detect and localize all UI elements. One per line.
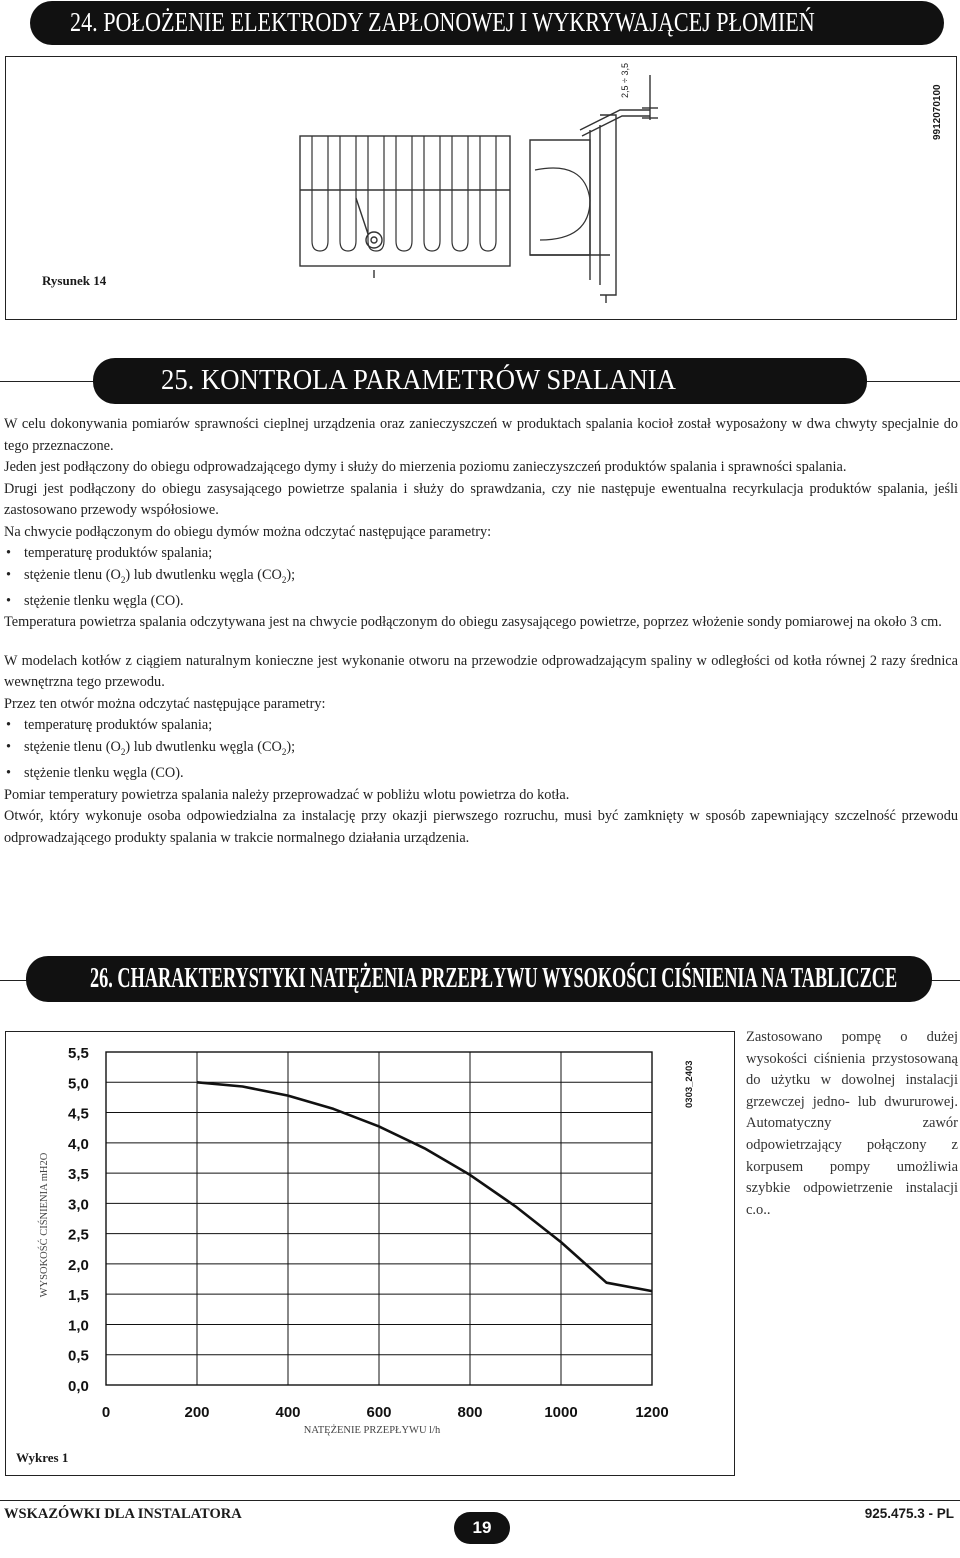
page-number: 19	[454, 1512, 510, 1544]
figure-code: 9912070100	[932, 84, 943, 140]
pump-curve-line	[197, 1082, 652, 1291]
y-tick-label: 2,5	[68, 1226, 89, 1244]
list-item: • temperaturę produktów spalania;	[4, 543, 958, 565]
section-26-title: 26. CHARAKTERYSTYKI NATĘŻENIA PRZEPŁYWU WYSOKOŚCI CIŚNIENIA NA TABLICZCE	[90, 962, 898, 994]
x-tick-label: 1000	[544, 1404, 578, 1421]
footer-rule	[0, 1500, 960, 1501]
y-tick-label: 4,0	[68, 1135, 89, 1153]
chart-code: 0303_2403	[684, 1060, 695, 1108]
footer-left: WSKAZÓWKI DLA INSTALATORA	[4, 1506, 242, 1522]
paragraph: W celu dokonywania pomiarów sprawności cieplnej urządzenia oraz zanieczyszczeń w produktach spalania kocioł został wyposażony w dwa chwyty specjalnie do tego przeznaczone.	[4, 416, 958, 454]
x-tick-label: 200	[184, 1404, 210, 1421]
pump-description: Zastosowano pompę o dużej wysokości ciśnienia przystosowaną do użytku w dowolnej instalacji grzewczej jedno- lub dwururowej. Automatyczny zawór odpowietrzający połączony z korpusem pompy umożliwia szybkie odpowietrzenie instalacji c.o..	[746, 1029, 958, 1218]
paragraph: Otwór, który wykonuje osoba odpowiedzialna za instalację przy okazji pierwszego rozruchu, musi być zamknięty w sposób zapewniający szczelność przewodu odprowadzającego produkty spalania w trakcie normalnego działania urządzenia.	[4, 808, 958, 846]
paragraph: Drugi jest podłączony do obiegu zasysającego powietrze spalania i służy do sprawdzania, czy nie następuje ewentualna recyrkulacja produktów spalania, jeśli zastosowano przewody współosiowe.	[4, 480, 958, 518]
section-24-title: 24. POŁOŻENIE ELEKTRODY ZAPŁONOWEJ I WYKRYWAJĄCEJ PŁOMIEŃ	[70, 7, 815, 37]
y-tick-label: 3,0	[68, 1196, 89, 1214]
paragraph: Jeden jest podłączony do obiegu odprowadzającego dymy i służy do mierzenia poziomu zanieczyszczeń produktów spalania i sprawności spalania.	[4, 459, 847, 475]
y-tick-label: 5,0	[68, 1075, 89, 1093]
chart-caption: Wykres 1	[16, 1450, 69, 1465]
list-item: • stężenie tlenu $(O_2)$ lub dwutlenku węgla $(CO_2)$;	[4, 737, 958, 763]
paragraph: Temperatura powietrza spalania odczytywana jest na chwycie podłączonym do obiegu zasysającego powietrze, poprzez włożenie sondy pomiarowej na około 3 cm.	[4, 614, 942, 631]
section-25-title: 25. KONTROLA PARAMETRÓW SPALANIA	[161, 364, 676, 396]
list-item: • temperaturę produktów spalania;	[4, 715, 958, 737]
paragraph: Pomiar temperatury powietrza spalania należy przeprowadzać w pobliżu wlotu powietrza do kotła.	[4, 786, 570, 803]
x-tick-label: 0	[101, 1404, 111, 1421]
paragraph: Przez ten otwór można odczytać następujące parametry:	[4, 695, 326, 712]
list-item: • stężenie tlenku węgla (CO).	[4, 591, 958, 613]
list-item: • stężenie tlenku węgla (CO).	[4, 763, 958, 785]
dimension-label: 2,5 ÷ 3,5	[620, 63, 630, 98]
y-axis-label: WYSOKOŚĆ CIŚNIENIA mH2O	[39, 1152, 50, 1298]
y-tick-label: 0,0	[68, 1378, 89, 1395]
y-tick-label: 1,0	[68, 1317, 89, 1335]
y-tick-label: 3,5	[68, 1166, 89, 1184]
x-axis-label: NATĘŻENIE PRZEPŁYWU l/h	[303, 1425, 441, 1436]
y-tick-label: 0,5	[68, 1347, 89, 1365]
paragraph: Na chwycie podłączonym do obiegu dymów można odczytać następujące parametry:	[4, 523, 492, 540]
y-tick-label: 2,0	[68, 1256, 89, 1274]
list-item: • stężenie tlenu $(O_2)$ lub dwutlenku węgla $(CO_2)$;	[4, 565, 958, 591]
x-tick-label: 400	[275, 1404, 301, 1421]
figure-14-caption: Rysunek 14	[42, 273, 107, 288]
x-tick-label: 600	[366, 1404, 392, 1421]
y-tick-label: 4,5	[68, 1105, 89, 1123]
y-tick-label: 5,5	[68, 1045, 89, 1062]
footer-right: 925.475.3 - PL	[864, 1506, 954, 1521]
paragraph: W modelach kotłów z ciągiem naturalnym konieczne jest wykonanie otworu na przewodzie odprowadzającym spaliny w odległości od kotła równej 2 razy średnica wewnętrzna tego przewodu.	[4, 652, 958, 691]
x-tick-label: 1200	[635, 1404, 669, 1421]
x-tick-label: 800	[457, 1404, 483, 1421]
y-tick-label: 1,5	[68, 1287, 89, 1305]
